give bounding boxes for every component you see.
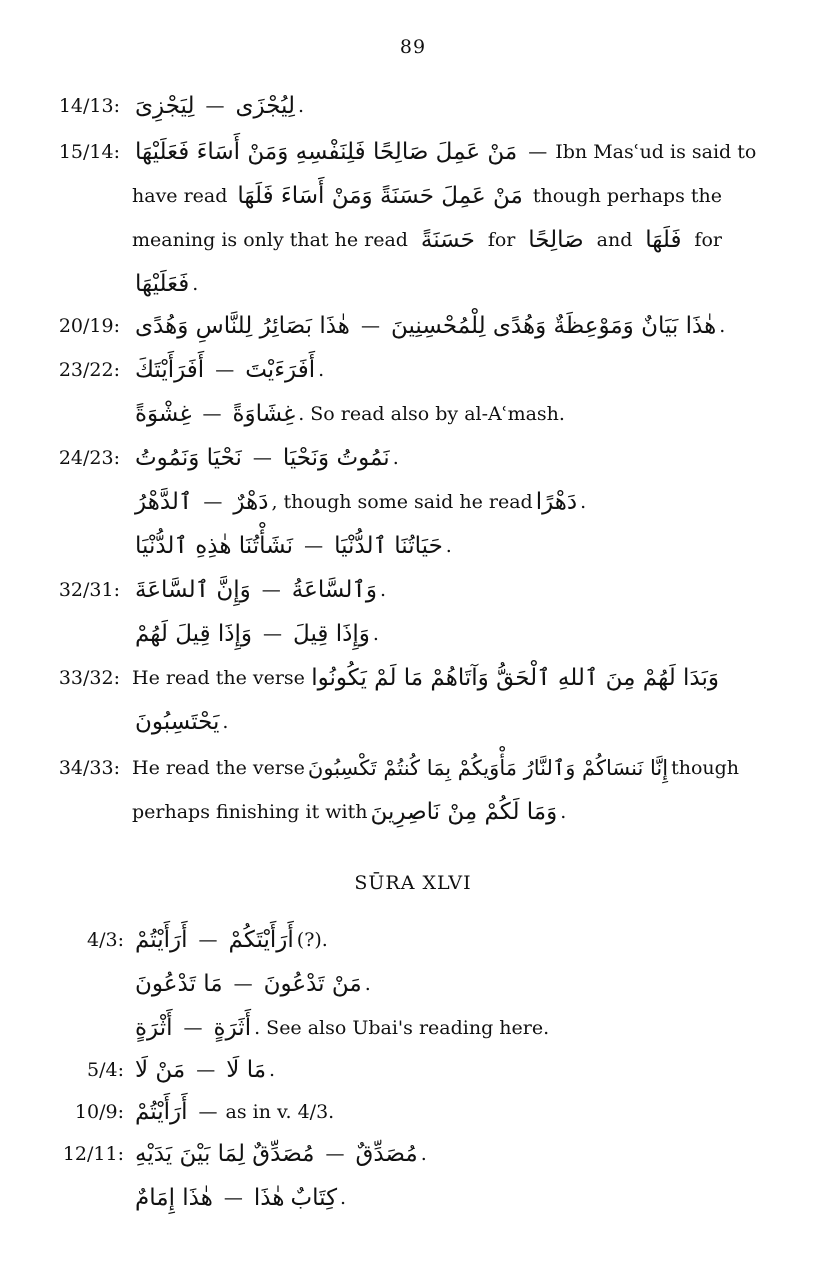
arabic-variant: مُصَدِّقٌ لِمَا بَيْنَ يَدَيْهِ: [135, 1141, 315, 1167]
arabic-variant: وَإِنَّ ٱلسَّاعَةَ: [135, 577, 251, 603]
entry-body: [132, 656, 722, 744]
text-line: [132, 436, 722, 480]
verse-reference: 10/9:: [74, 1101, 124, 1123]
period: .: [379, 579, 386, 601]
commentary-text: for: [694, 229, 722, 251]
arabic-text: وَمَا لَكُمْ مِنْ نَاصِرِينَ: [370, 799, 558, 825]
arabic-variant: هٰذَا بَيَانٌ وَمَوْعِظَةٌ وَهُدًى لِلْمُحْسِنِينَ: [390, 313, 717, 339]
dash: —: [325, 1143, 345, 1165]
arabic-text: فَعَلَيْهَا: [135, 271, 190, 297]
dash: —: [202, 403, 222, 425]
text-line: [132, 480, 722, 524]
dash: —: [263, 623, 283, 645]
text-line: [132, 262, 722, 306]
arabic-variant: حَيَاتُنَا ٱلدُّنْيَا: [334, 533, 443, 559]
arabic-variant: وَإِذَا قِيلَ لَهُمْ: [135, 621, 253, 647]
arabic-variant: مَا تَدْعُونَ: [135, 971, 223, 997]
text-line: [132, 524, 722, 568]
arabic-variant: كِتَابٌ: [290, 1185, 338, 1211]
dash: —: [233, 973, 253, 995]
text-line: [132, 130, 757, 174]
text-line: [132, 392, 722, 436]
text-line: [132, 218, 722, 262]
dash: —: [528, 141, 548, 163]
arabic-text: إِنَّا نَنسَاكُمْ وَٱلنَّارُ مَأْوَيكُمْ بِمَا كُنتُمْ تَكْسِبُونَ: [307, 756, 669, 780]
arabic-variant: أَرَأَيْتُمْ: [135, 927, 188, 953]
period: .: [445, 535, 452, 557]
text-line: [132, 962, 722, 1006]
entry-body: [132, 304, 726, 348]
arabic-variant: أَثَرَةٍ: [213, 1015, 252, 1041]
arabic-variant: غِشْوَةً: [135, 401, 192, 427]
arabic-text: مَنْ عَمِلَ حَسَنَةً وَمَنْ أَسَاءَ فَلَهَا: [237, 183, 523, 209]
arabic-variant: نَشَأْتُنَا هٰذِهِ ٱلدُّنْيَا: [135, 533, 294, 559]
arabic-text: فَلَهَا: [645, 227, 682, 253]
text-line: [132, 918, 722, 962]
commentary-text: though: [671, 757, 740, 779]
arabic-text: يَحْتَسِبُونَ: [135, 709, 220, 735]
commentary-text: have read: [132, 185, 228, 207]
arabic-variant: لِيُجْزَى: [235, 93, 295, 119]
commentary-text: and: [596, 229, 633, 251]
dash: —: [215, 359, 235, 381]
entry-body: [132, 348, 722, 436]
dash: —: [183, 1017, 203, 1039]
text-line: [132, 348, 722, 392]
text-line: [132, 568, 722, 612]
period: .: [420, 1143, 427, 1165]
entry-body: [132, 918, 722, 1050]
period: .: [222, 711, 229, 733]
commentary-text: He read the verse: [132, 757, 305, 779]
entry-body: [132, 568, 722, 656]
arabic-variant: هٰذَا إِمَامٌ: [135, 1185, 213, 1211]
arabic-variant: مَنْ تَدْعُونَ: [263, 971, 362, 997]
entry-body: [132, 1132, 722, 1220]
entry-body: [132, 436, 722, 568]
arabic-variant: لِيَجْزِىَ: [135, 93, 195, 119]
text-line: [132, 1090, 722, 1134]
period: .: [719, 315, 726, 337]
text-line: [132, 304, 726, 348]
arabic-variant: أَرَأَيْتُمْ: [135, 1099, 188, 1125]
dash: —: [198, 929, 218, 951]
dash: —: [223, 1187, 243, 1209]
arabic-variant: مُصَدِّقٌ: [355, 1141, 418, 1167]
commentary-text: perhaps finishing it with: [132, 801, 368, 823]
commentary-text: , though some said he read: [271, 491, 533, 513]
text-line: [132, 656, 722, 700]
verse-reference: 20/19:: [58, 315, 120, 337]
commentary-text: for: [487, 229, 516, 251]
period: .: [192, 273, 199, 295]
entry-body: [132, 84, 722, 128]
period: .: [298, 95, 305, 117]
commentary-text: as in v. 4/3.: [225, 1101, 335, 1123]
dash: —: [203, 491, 223, 513]
dash: —: [360, 315, 380, 337]
period: .: [372, 623, 379, 645]
arabic-variant: أَرَأَيْتَكُمْ: [228, 927, 294, 953]
commentary-text: (?).: [296, 929, 328, 951]
page-number: 89: [399, 36, 427, 58]
arabic-variant: هٰذَا بَصَائِرُ لِلنَّاسِ وَهُدًى: [135, 313, 350, 339]
arabic-text: صَالِحًا: [528, 227, 584, 253]
period: .: [392, 447, 399, 469]
arabic-text: حَسَنَةً: [420, 227, 475, 253]
commentary-text: Ibn Masʿud is said to: [555, 141, 757, 163]
commentary-text: though perhaps the: [532, 185, 722, 207]
entry-body: [132, 1048, 722, 1092]
verse-reference: 14/13:: [58, 95, 120, 117]
arabic-variant: وَٱلسَّاعَةُ: [291, 577, 377, 603]
text-line: [132, 84, 722, 128]
arabic-variant: هٰذَا: [253, 1185, 285, 1211]
arabic-variant: مَنْ لَا: [135, 1057, 186, 1083]
dash: —: [261, 579, 281, 601]
commentary-text: meaning is only that he read: [132, 229, 408, 251]
text-line: [132, 700, 722, 744]
dash: —: [252, 447, 272, 469]
dash: —: [304, 535, 324, 557]
text-line: [132, 612, 722, 656]
dash: —: [205, 95, 225, 117]
text-line: [132, 1176, 722, 1220]
verse-reference: 5/4:: [87, 1059, 124, 1081]
verse-reference: 12/11:: [62, 1143, 124, 1165]
dash: —: [196, 1059, 216, 1081]
verse-reference: 34/33:: [58, 757, 120, 779]
text-line: [132, 174, 722, 218]
commentary-text: He read the verse: [132, 667, 305, 689]
arabic-variant: ٱلدَّهْرُ: [135, 489, 193, 515]
entry-body: [132, 1090, 722, 1134]
verse-reference: 23/22:: [58, 359, 120, 381]
arabic-variant: دَهْرًا: [535, 489, 578, 515]
verse-reference: 33/32:: [58, 667, 120, 689]
arabic-text: وَبَدَا لَهُمْ مِنَ ٱللهِ ٱلْحَقُّ وَآتَاهُمْ مَا لَمْ يَكُونُوا: [311, 665, 719, 691]
dash: —: [198, 1101, 218, 1123]
text-line: [132, 1048, 722, 1092]
arabic-variant: أَفَرَءَيْتَ: [245, 357, 316, 383]
verse-reference: 24/23:: [58, 447, 120, 469]
period: .: [560, 801, 567, 823]
arabic-variant: دَهْرٌ: [233, 489, 269, 515]
commentary-text: . See also Ubai's reading here.: [254, 1017, 550, 1039]
arabic-text: مَنْ عَمِلَ صَالِحًا فَلِنَفْسِهِ وَمَنْ أَسَاءَ فَعَلَيْهَا: [135, 139, 518, 165]
text-line: [132, 790, 722, 834]
period: .: [318, 359, 325, 381]
arabic-variant: أَفَرَأَيْتَكَ: [135, 357, 205, 383]
commentary-text: . So read also by al-Aʿmash.: [298, 403, 565, 425]
text-line: [132, 1006, 722, 1050]
arabic-variant: وَإِذَا قِيلَ: [293, 621, 370, 647]
text-line: [132, 1132, 722, 1176]
arabic-variant: غِشَاوَةً: [232, 401, 296, 427]
arabic-variant: نَمُوتُ وَنَحْيَا: [282, 445, 390, 471]
arabic-variant: نَحْيَا وَنَمُوتُ: [135, 445, 242, 471]
text-line: [132, 746, 740, 790]
verse-reference: 15/14:: [58, 141, 120, 163]
arabic-variant: أَثْرَةٍ: [135, 1015, 173, 1041]
period: .: [269, 1059, 276, 1081]
arabic-variant: مَا لَا: [226, 1057, 267, 1083]
sura-heading: SŪRA XLVI: [354, 872, 472, 894]
period: .: [340, 1187, 347, 1209]
verse-reference: 4/3:: [87, 929, 124, 951]
verse-reference: 32/31:: [58, 579, 120, 601]
period: .: [364, 973, 371, 995]
entry-body: [132, 746, 740, 834]
period: .: [580, 491, 587, 513]
entry-body: [132, 130, 757, 306]
